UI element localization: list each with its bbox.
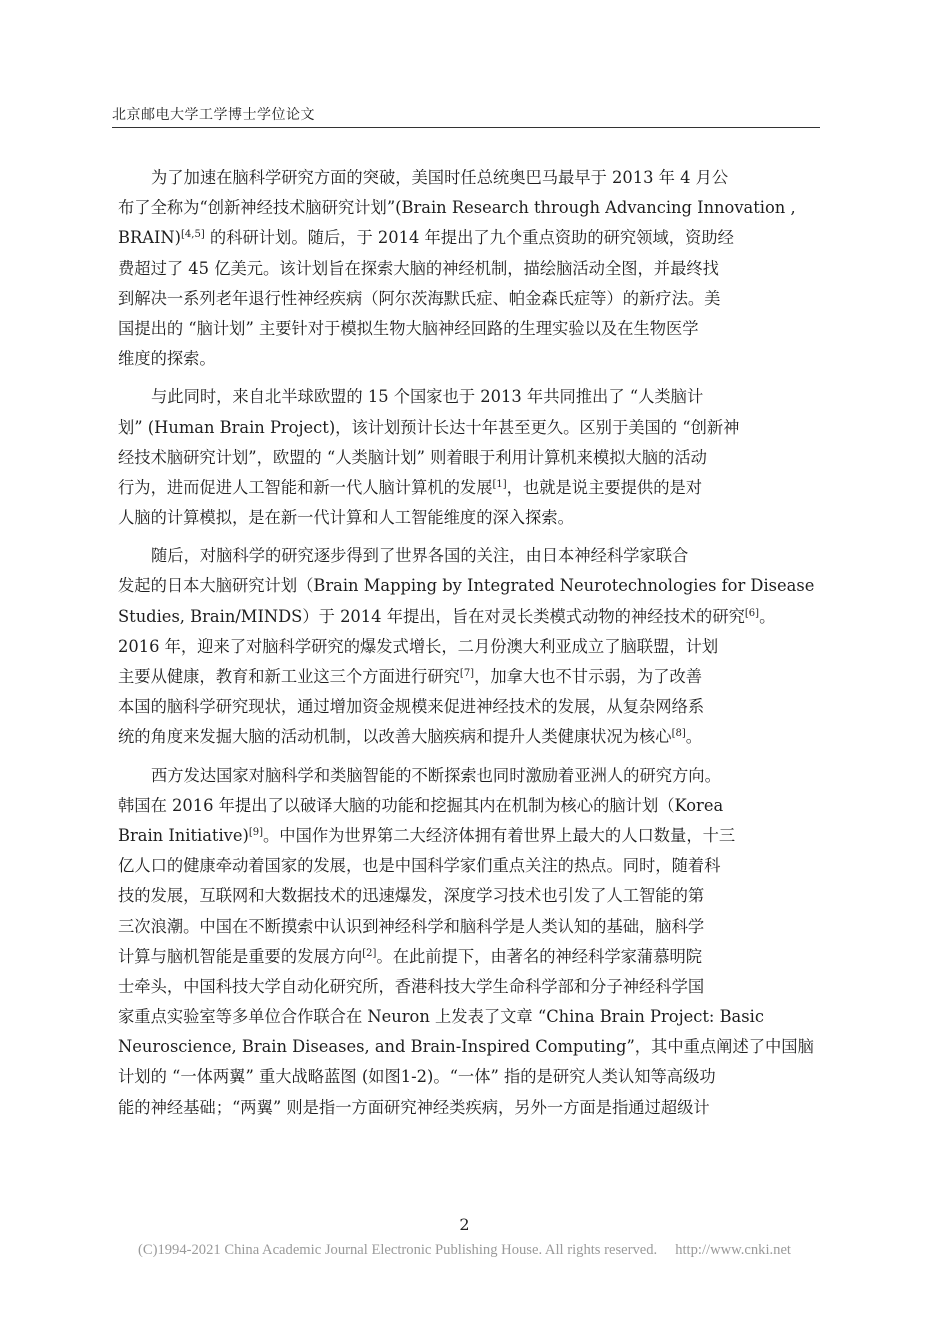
text-line	[118, 223, 820, 253]
text-segment: 主要从健康，教育和新工业这三个方面进行研究	[118, 667, 460, 686]
text-line: 划” (Human Brain Project)，该计划预计长达十年甚至更久。区别于美国的 “创新神	[118, 417, 740, 437]
text-line: 2016 年，迎来了对脑科学研究的爆发式增长，二月份澳大利亚成立了脑联盟，计划	[118, 636, 719, 656]
text-segment: Brain Initiative)	[118, 825, 249, 845]
citation-ref[interactable]: [6]	[744, 607, 760, 619]
text-line: 费超过了 45 亿美元。该计划旨在探索大脑的神经机制，描绘脑活动全图，并最终找	[118, 258, 719, 278]
footer	[0, 1242, 929, 1259]
text-line: 发起的日本大脑研究计划（Brain Mapping by Integrated Neurotechnologies for Disease	[118, 576, 815, 596]
text-line: 家重点实验室等多单位合作联合在 Neuron 上发表了文章 “China Brain Project: Basic	[118, 1007, 764, 1027]
text-segment: 的科研计划。随后，于 2014 年提出了九个重点资助的研究领域，资助经	[204, 228, 734, 248]
paragraph	[118, 761, 820, 1123]
citation-ref[interactable]: [7]	[459, 668, 475, 679]
text-segment: 行为，进而促进人工智能和新一代人脑计算机的发展	[118, 477, 493, 497]
text-segment: Studies, Brain/MINDS）于 2014 年提出，旨在对灵长类模式动物的神经技术的研究	[118, 606, 745, 626]
text-line	[118, 942, 820, 972]
text-line: 本国的脑科学研究现状，通过增加资金规模来促进神经技术的发展，从复杂网络系	[118, 697, 705, 717]
text-line: 计划的 “一体两翼” 重大战略蓝图 (如图1-2)。“一体” 指的是研究人类认知等高级功	[118, 1067, 716, 1087]
text-line	[118, 602, 820, 632]
text-segment: 统的角度来发掘大脑的活动机制，以改善大脑疾病和提升人类健康状况为核心	[118, 727, 672, 747]
text-line: 士牵头，中国科技大学自动化研究所，香港科技大学生命科学部和分子神经科学国	[118, 976, 705, 996]
header-rule	[112, 127, 820, 128]
citation-ref[interactable]: [4,5]	[181, 229, 205, 241]
text-line: 人脑的计算模拟，是在新一代计算和人工智能维度的深入探索。	[118, 508, 574, 528]
text-line	[118, 821, 820, 851]
page-number: 2	[459, 1215, 470, 1234]
text-segment: 。在此前提下，由著名的神经科学家蒲慕明院	[376, 946, 703, 966]
text-line	[118, 722, 820, 752]
thesis-body	[118, 163, 820, 1131]
running-header: 北京邮电大学工学博士学位论文	[112, 107, 315, 123]
citation-ref[interactable]: [1]	[492, 478, 507, 490]
text-line: 随后，对脑科学的研究逐步得到了世界各国的关注，由日本神经科学家联合	[151, 546, 689, 566]
citation-ref[interactable]: [8]	[671, 728, 686, 740]
citation-ref[interactable]: [9]	[248, 826, 264, 838]
text-segment: 计算与脑机智能是重要的发展方向	[118, 946, 363, 966]
text-line: 西方发达国家对脑科学和类脑智能的不断探索也同时激励着亚洲人的研究方向。	[151, 765, 721, 785]
text-line: 国提出的 “脑计划” 主要针对于模拟生物大脑神经回路的生理实验以及在生物医学	[118, 318, 699, 338]
paragraph	[118, 163, 820, 374]
text-line: 与此同时，来自北半球欧盟的 15 个国家也于 2013 年共同推出了 “人类脑计	[151, 387, 704, 407]
text-line: 韩国在 2016 年提出了以破译大脑的功能和挖掘其内在机制为核心的脑计划（Korea	[118, 795, 724, 815]
text-line: 维度的探索。	[118, 349, 216, 369]
text-segment: BRAIN)	[118, 228, 182, 248]
text-line: 技的发展，互联网和大数据技术的迅速爆发，深度学习技术也引发了人工智能的第	[118, 886, 705, 906]
text-segment: ，也就是说主要提供的是对	[506, 477, 703, 497]
text-line: 到解决一系列老年退行性神经疾病（阿尔茨海默氏症、帕金森氏症等）的新疗法。美	[118, 288, 721, 308]
text-line	[118, 662, 820, 692]
paragraph	[118, 541, 820, 752]
text-segment: 。中国作为世界第二大经济体拥有着世界上最大的人口数量，十三	[263, 825, 736, 845]
text-line: 经技术脑研究计划”，欧盟的 “人类脑计划” 则着眼于利用计算机来模拟大脑的活动	[118, 447, 707, 467]
text-segment: ，加拿大也不甘示弱，为了改善	[474, 667, 703, 686]
text-line: 三次浪潮。中国在不断摸索中认识到神经科学和脑科学是人类认知的基础，脑科学	[118, 916, 705, 936]
footer-url[interactable]: http://www.cnki.net	[675, 1242, 791, 1258]
text-line: Neuroscience, Brain Diseases, and Brain-Inspired Computing”，其中重点阐述了中国脑	[118, 1037, 814, 1057]
text-line: 为了加速在脑科学研究方面的突破，美国时任总统奥巴马最早于 2013 年 4 月公	[151, 168, 729, 187]
text-line: 能的神经基础；“两翼” 则是指一方面研究神经类疾病，另外一方面是指通过超级计	[118, 1097, 710, 1117]
text-segment: 。	[759, 606, 776, 626]
footer-copyright: (C)1994-2021 China Academic Journal Electronic Publishing House. All rights reserved.	[138, 1242, 658, 1258]
text-line	[118, 473, 820, 503]
citation-ref[interactable]: [2]	[362, 947, 377, 959]
paragraph	[118, 382, 820, 533]
text-line: 亿人口的健康牵动着国家的发展，也是中国科学家们重点关注的热点。同时，随着科	[118, 856, 721, 876]
text-line: 布了全称为“创新神经技术脑研究计划”(Brain Research through Advancing Innovation ,	[118, 198, 796, 218]
text-segment: 。	[685, 727, 703, 747]
